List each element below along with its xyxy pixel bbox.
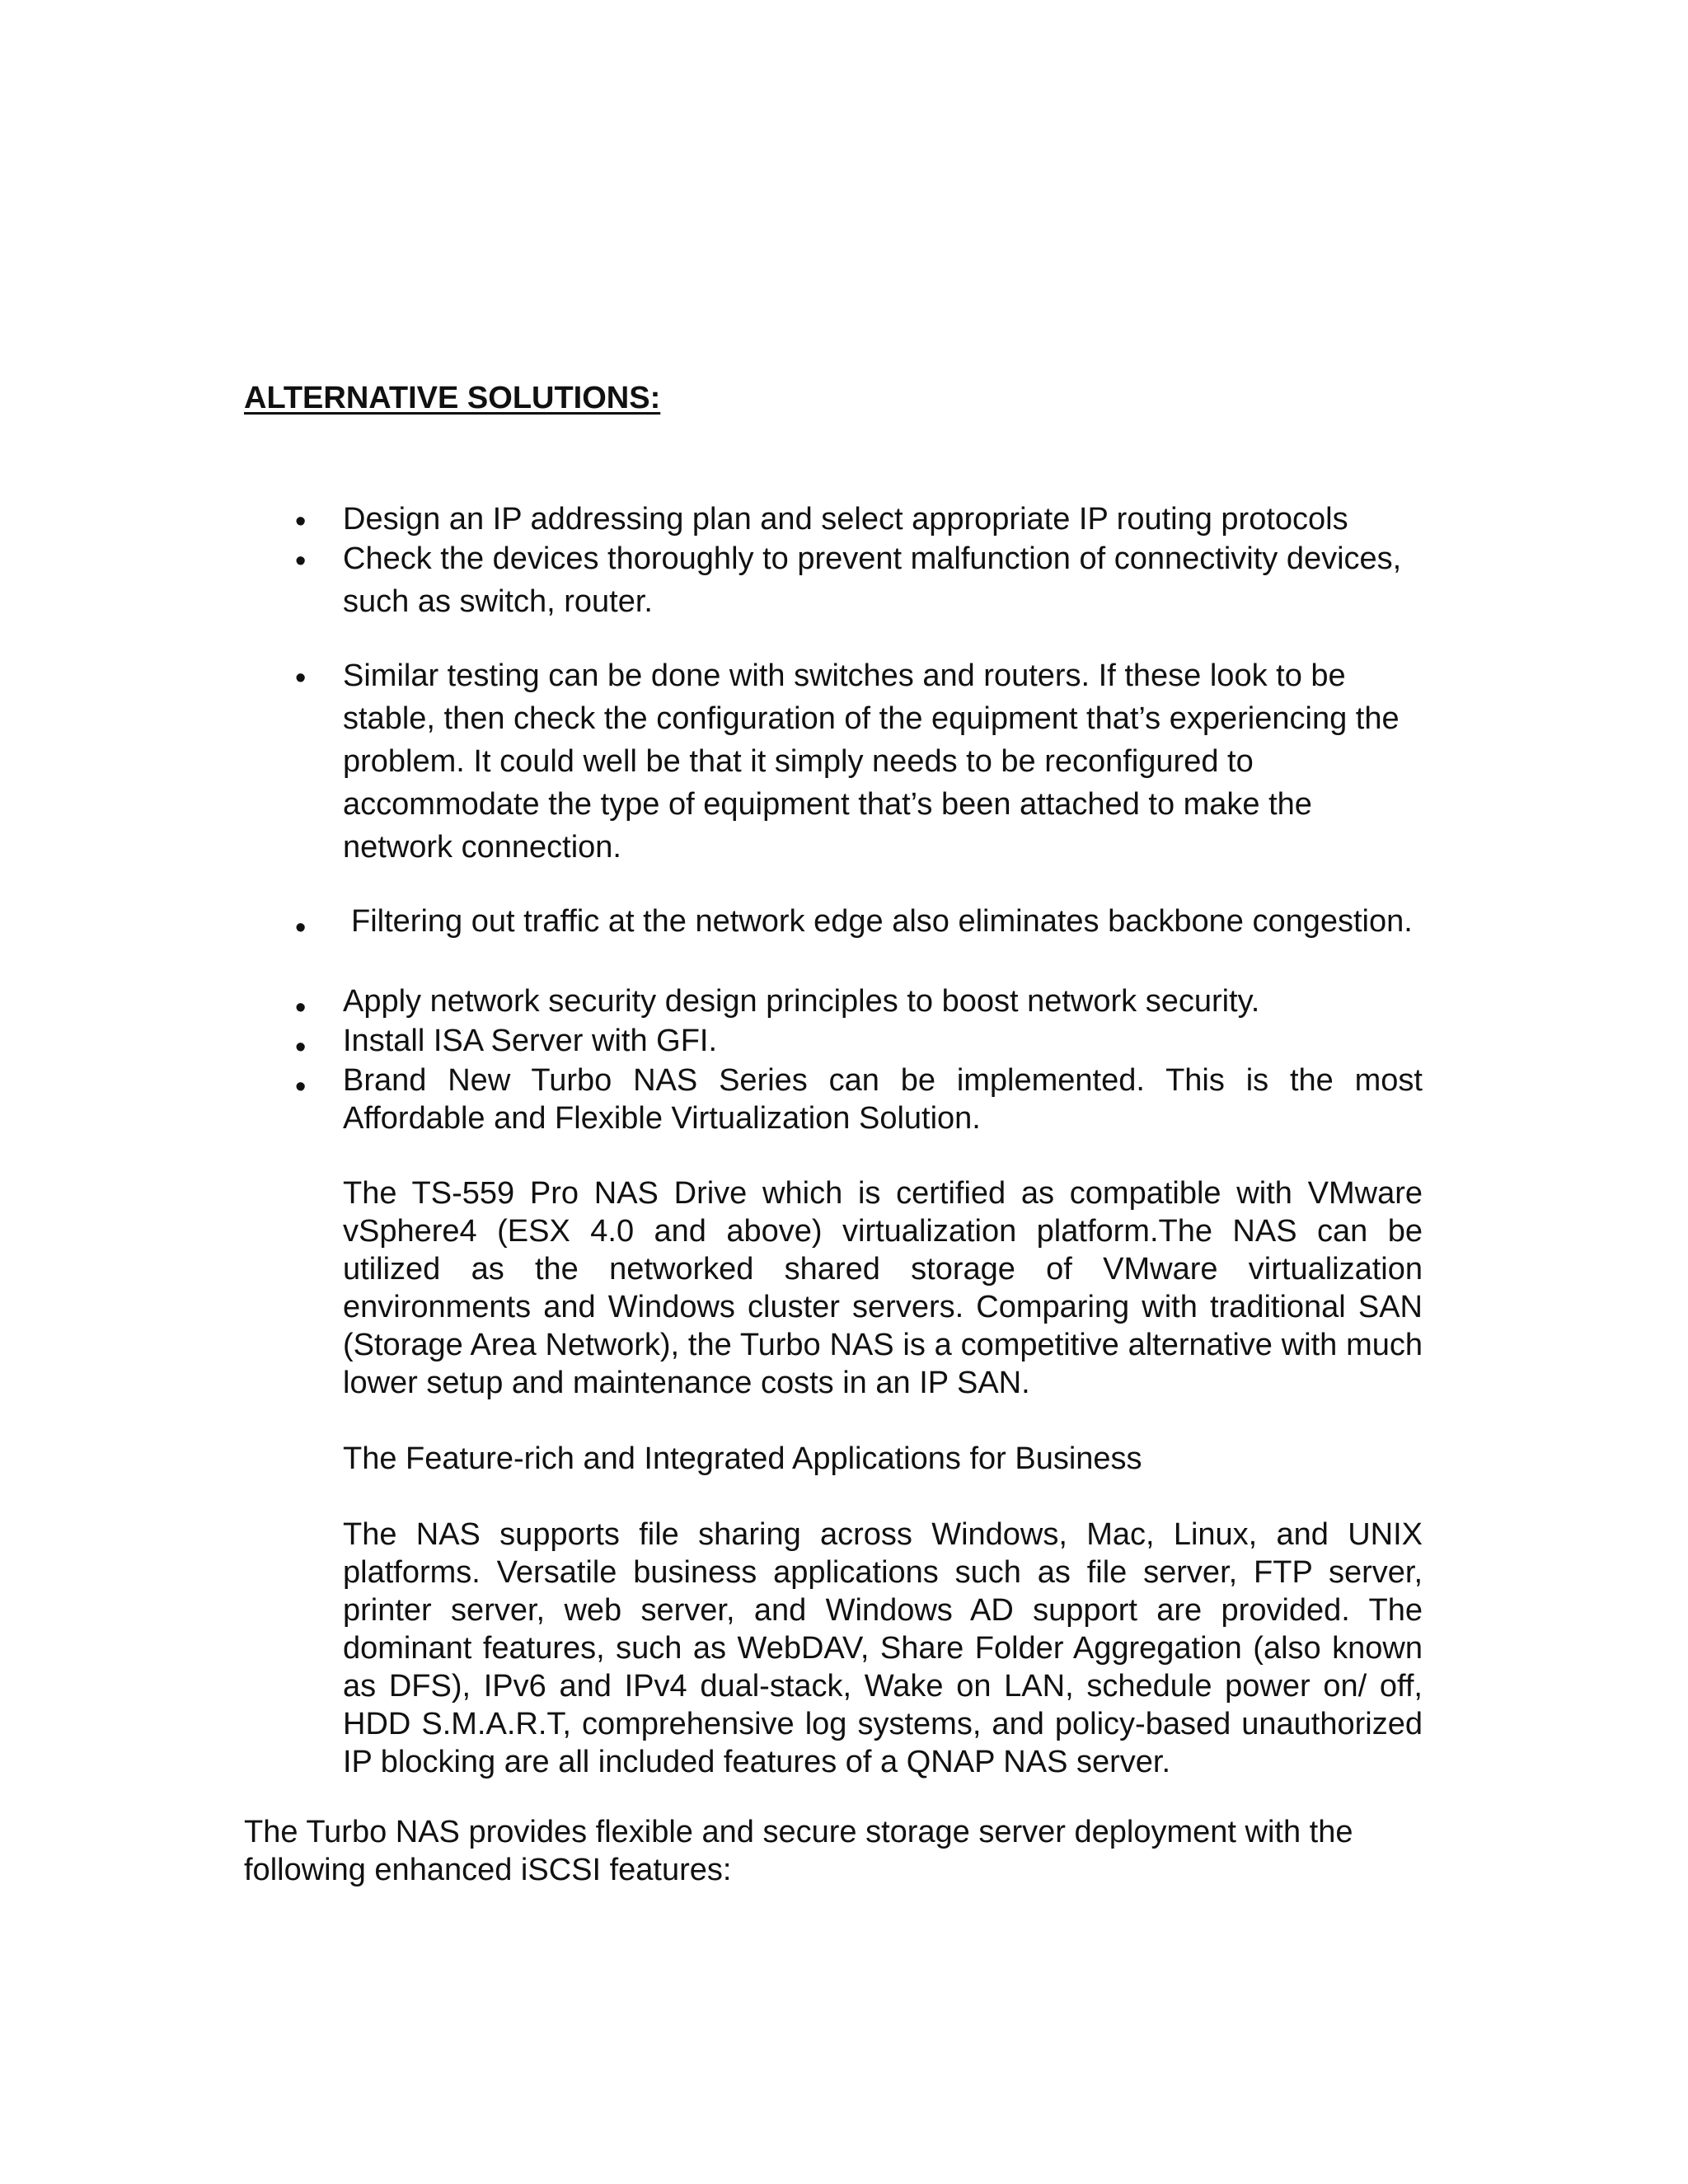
section-heading: ALTERNATIVE SOLUTIONS: [244,381,661,415]
bullet-icon: • [295,504,307,539]
nas-applications-paragraph: The NAS supports file sharing across Windows, Mac, Linux, and UNIX platforms. Versatile business applications such as file server, FTP server, printer server, web server, and Windows AD support are provided. The dominant features, such as WebDAV, Share Folder Aggregation (also known as DFS), IPv6 and IPv4 dual-stack, Wake on LAN, schedule power on/ off, HDD S.M.A.R.T, comprehensive log systems, and policy-based unauthorized IP blocking are all included features of a QNAP NAS server. [343,1517,1423,1779]
nas-features-subheading: The Feature-rich and Integrated Applications for Business [343,1441,1142,1476]
closing-paragraph: The Turbo NAS provides flexible and secure storage server deployment with the following enhanced iSCSI features: [244,1815,1353,1887]
bullet-icon: • [295,991,307,1025]
bullet-item: Filtering out traffic at the network edge also eliminates backbone congestion. [351,904,1413,939]
bullet-item: Install ISA Server with GFI. [343,1024,718,1058]
bullet-item: Brand New Turbo NAS Series can be implemented. This is the most Affordable and Flexible Virtualization Solution. [343,1063,1423,1136]
bullet-icon: • [295,544,307,579]
bullet-icon: • [295,1030,307,1065]
bullet-item: Apply network security design principles to boost network security. [343,984,1260,1019]
bullet-item: Design an IP addressing plan and select appropriate IP routing protocols [343,502,1348,537]
bullet-item: Similar testing can be done with switches and routers. If these look to be stable, then check the configuration of the equipment that’s experiencing the problem. It could well be that it simply needs to be reconfigured to accommodate the type of equipment that’s been attached to make the network connection. [343,658,1400,865]
bullet-icon: • [295,1070,307,1104]
bullet-icon: • [295,911,307,945]
bullet-icon: • [295,661,307,696]
nas-description-paragraph: The TS-559 Pro NAS Drive which is certified as compatible with VMware vSphere4 (ESX 4.0 and above) virtualization platform.The NAS can be utilized as the networked shared storage of VMware virtualization environments and Windows cluster servers. Comparing with traditional SAN (Storage Area Network), the Turbo NAS is a competitive alternative with much lower setup and maintenance costs in an IP SAN. [343,1176,1423,1400]
bullet-item: Check the devices thoroughly to prevent malfunction of connectivity devices, such as switch, router. [343,541,1402,619]
